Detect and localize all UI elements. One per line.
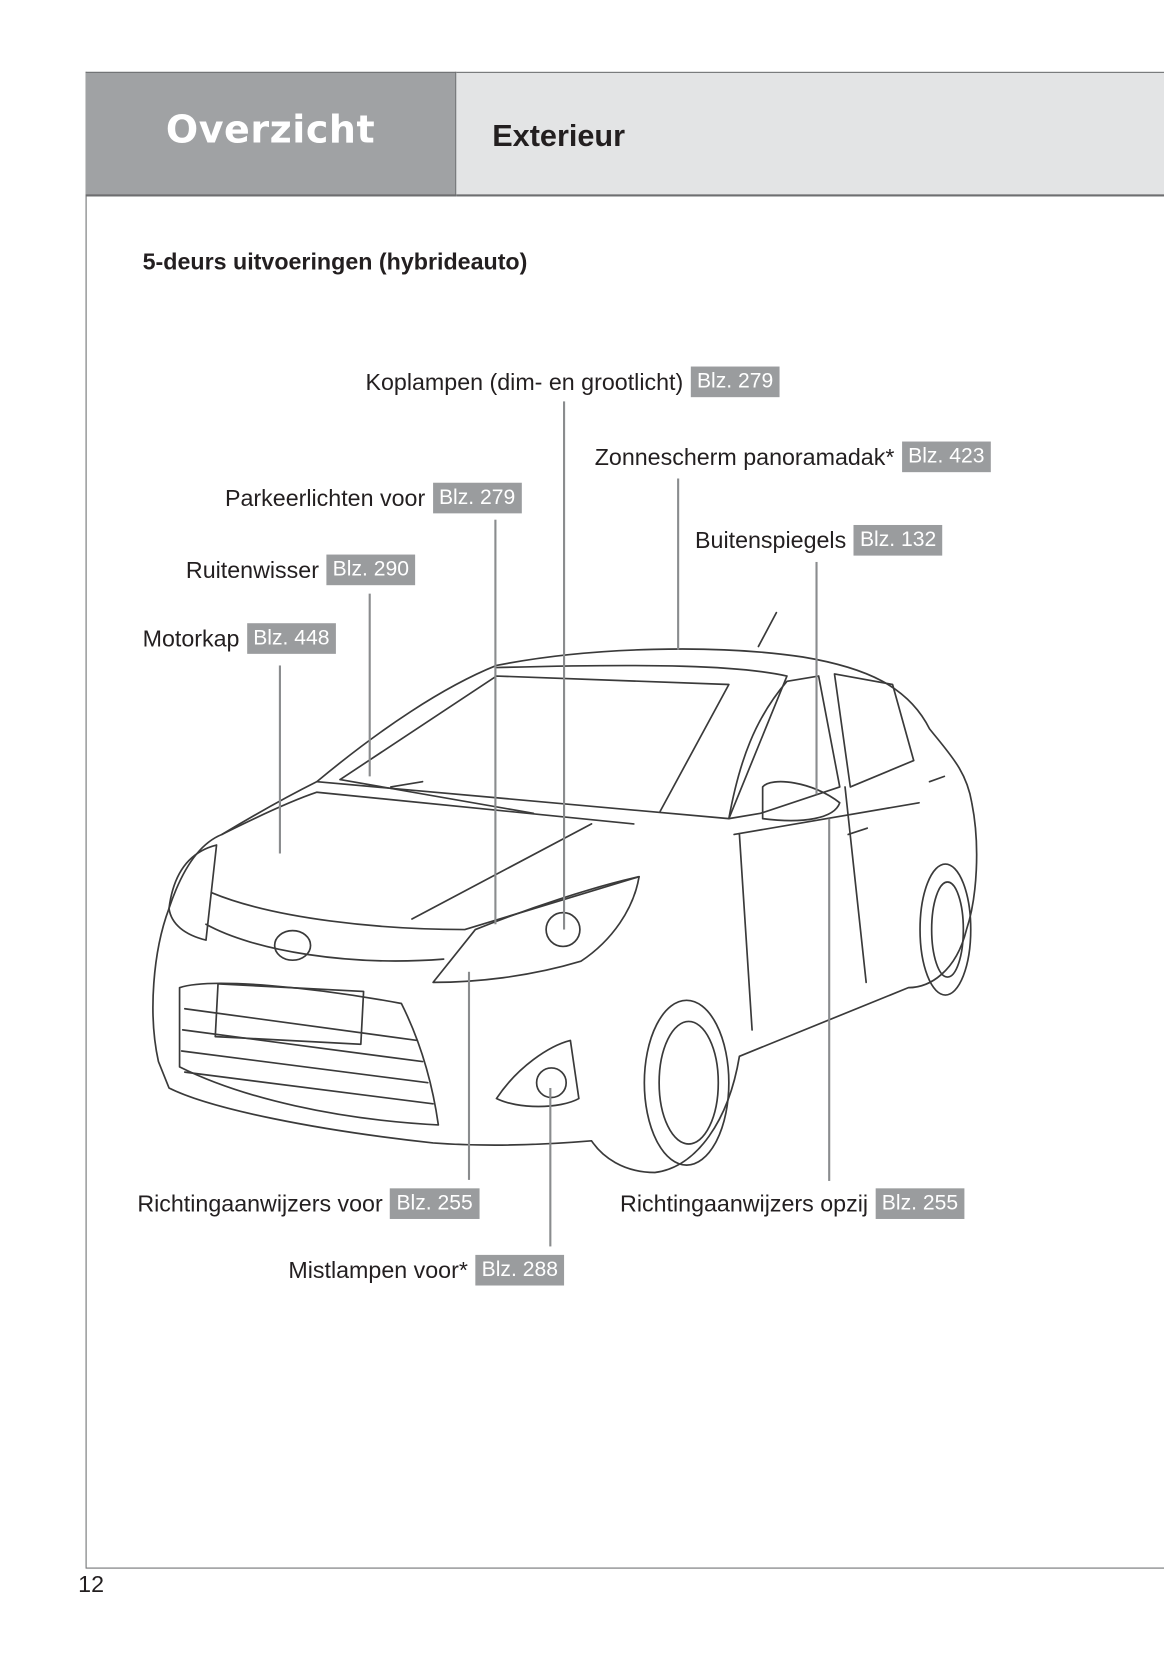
callout-label: Mistlampen voor* xyxy=(288,1256,468,1283)
callout-label: Motorkap xyxy=(142,624,240,652)
page-ref-badge[interactable]: Blz. 279 xyxy=(691,367,780,398)
section-title: Overzicht xyxy=(165,108,376,153)
callout-label: Koplampen (dim- en grootlicht) xyxy=(365,368,684,395)
leader-line-side-indicators xyxy=(828,819,830,1181)
callout-parking-lights xyxy=(225,483,522,514)
page-ref-badge[interactable]: Blz. 290 xyxy=(326,555,415,586)
leader-line-headlights xyxy=(563,401,565,929)
page-number: 12 xyxy=(78,1570,105,1598)
leader-line-hood xyxy=(279,665,281,853)
page-ref-badge[interactable]: Blz. 255 xyxy=(390,1188,479,1219)
callout-wiper xyxy=(186,555,415,586)
callout-fog-lamps xyxy=(288,1255,564,1286)
page-title: Exterieur xyxy=(492,119,626,154)
callout-label: Richtingaanwijzers opzij xyxy=(620,1189,869,1217)
leader-line-mirrors xyxy=(815,562,817,794)
callout-front-indicators xyxy=(137,1188,479,1219)
callout-label: Richtingaanwijzers voor xyxy=(137,1189,383,1217)
leader-line-sunshade xyxy=(677,479,679,650)
leader-line-front-indicators xyxy=(468,972,470,1180)
callout-label: Zonnescherm panoramadak* xyxy=(594,443,895,470)
callout-hood xyxy=(143,623,336,654)
callout-mirrors xyxy=(695,525,943,556)
page-ref-badge[interactable]: Blz. 132 xyxy=(854,525,943,556)
page-ref-badge[interactable]: Blz. 288 xyxy=(475,1255,564,1286)
callout-side-indicators xyxy=(620,1188,964,1219)
callout-label: Buitenspiegels xyxy=(695,526,847,553)
callout-headlights xyxy=(365,367,779,398)
callout-label: Ruitenwisser xyxy=(185,556,319,583)
callout-sunshade xyxy=(595,442,991,473)
page-ref-badge[interactable]: Blz. 448 xyxy=(247,623,336,654)
callout-label: Parkeerlichten voor xyxy=(224,484,426,511)
leader-line-fog-lamps xyxy=(549,1088,551,1246)
leader-line-wiper xyxy=(369,594,371,777)
page-ref-badge[interactable]: Blz. 255 xyxy=(875,1188,964,1219)
page-ref-badge[interactable]: Blz. 423 xyxy=(902,442,991,473)
page-ref-badge[interactable]: Blz. 279 xyxy=(433,483,522,514)
subtitle: 5-deurs uitvoeringen (hybrideauto) xyxy=(142,248,528,275)
leader-line-parking-lights xyxy=(494,520,496,925)
